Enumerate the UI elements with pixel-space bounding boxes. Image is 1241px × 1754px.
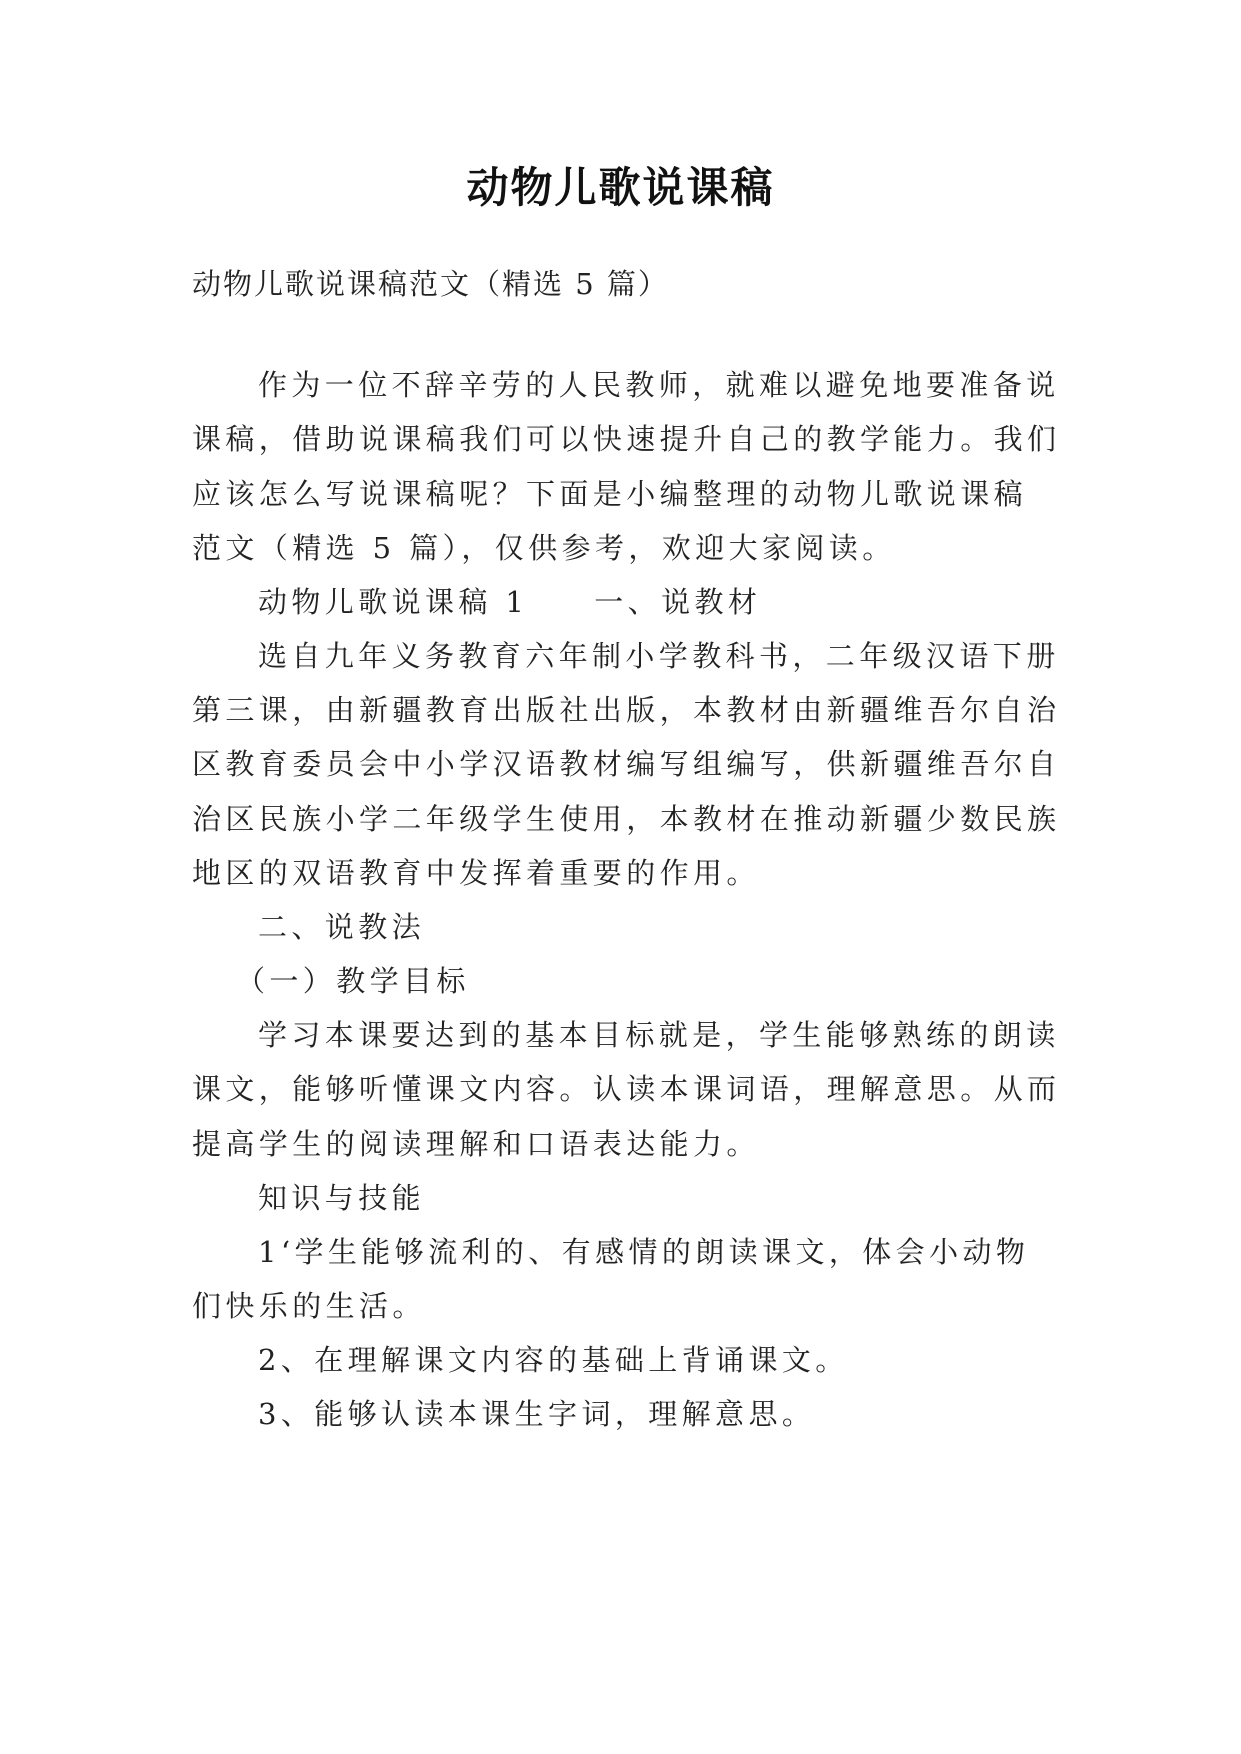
paragraph-line: 区教育委员会中小学汉语教材编写组编写，供新疆维吾尔自 bbox=[192, 747, 1061, 781]
list-item-line: 3、能够认读本课生字词，理解意思。 bbox=[258, 1397, 816, 1431]
list-item-line: 1‘学生能够流利的、有感情的朗读课文，体会小动物 bbox=[258, 1235, 1030, 1269]
lesson-heading: 动物儿歌说课稿 1 bbox=[258, 585, 529, 619]
paragraph-line: 第三课，由新疆教育出版社出版，本教材由新疆维吾尔自治 bbox=[192, 693, 1061, 727]
list-item-line: 2、在理解课文内容的基础上背诵课文。 bbox=[258, 1343, 849, 1377]
document-title: 动物儿歌说课稿 bbox=[466, 163, 775, 212]
paragraph-line: 课文，能够听懂课文内容。认读本课词语，理解意思。从而 bbox=[192, 1072, 1061, 1106]
paragraph-line: 范文（精选 5 篇），仅供参考，欢迎大家阅读。 bbox=[192, 531, 896, 565]
subsection-heading: 知识与技能 bbox=[258, 1181, 426, 1215]
paragraph-line: 课稿，借助说课稿我们可以快速提升自己的教学能力。我们 bbox=[192, 422, 1061, 456]
paragraph-line: 治区民族小学二年级学生使用，本教材在推动新疆少数民族 bbox=[192, 802, 1061, 836]
section-heading: 一、说教材 bbox=[594, 585, 762, 619]
paragraph-line: 应该怎么写说课稿呢？下面是小编整理的动物儿歌说课稿 bbox=[192, 477, 1028, 511]
list-item-line: 们快乐的生活。 bbox=[192, 1289, 426, 1323]
document-subtitle: 动物儿歌说课稿范文（精选 5 篇） bbox=[192, 267, 669, 301]
paragraph-line: 选自九年义务教育六年制小学教科书，二年级汉语下册 bbox=[258, 639, 1060, 673]
section-heading-line bbox=[258, 582, 761, 622]
paragraph-line: 学习本课要达到的基本目标就是，学生能够熟练的朗读 bbox=[258, 1018, 1060, 1052]
section-heading: 二、说教法 bbox=[258, 910, 426, 944]
paragraph-line: 作为一位不辞辛劳的人民教师，就难以避免地要准备说 bbox=[258, 368, 1060, 402]
paragraph-line: 地区的双语教育中发挥着重要的作用。 bbox=[192, 856, 760, 890]
paragraph-line: 提高学生的阅读理解和口语表达能力。 bbox=[192, 1127, 760, 1161]
subsection-heading: （一）教学目标 bbox=[236, 964, 470, 998]
